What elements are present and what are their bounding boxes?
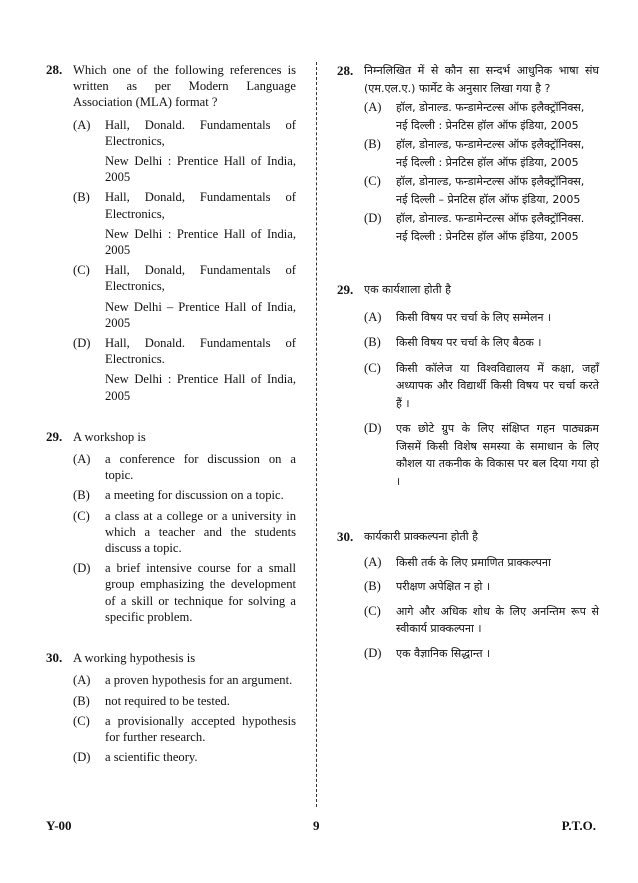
question-29-en — [46, 429, 296, 445]
option-label: (B) — [73, 693, 90, 708]
option-label: (C) — [73, 508, 90, 523]
option-text: a conference for discussion on a topic. — [105, 452, 296, 483]
option-a — [73, 451, 296, 483]
option-text: Hall, Donald, Fundamentals of Electronics, — [105, 190, 296, 221]
page-number: 9 — [313, 818, 320, 833]
pto-label: P.T.O. — [561, 818, 596, 833]
option-a — [364, 99, 599, 134]
option-label: (C) — [73, 263, 90, 278]
question-text: निम्नलिखित में से कौन सा सन्दर्भ आधुनिक भाषा संघ (एम.एल.ए.) फार्मेट के अनुसार लिखा गया है ? — [364, 64, 599, 95]
option-label: (A) — [364, 100, 382, 114]
question-number: 29. — [46, 428, 63, 444]
option-text: not required to be tested. — [105, 693, 230, 708]
option-text: एक वैज्ञानिक सिद्धान्त । — [396, 646, 491, 660]
option-label: (C) — [364, 360, 381, 375]
option-b — [364, 136, 599, 171]
option-text: किसी तर्क के लिए प्रमाणित प्राक्कल्पना — [396, 555, 551, 569]
question-number: 30. — [46, 650, 63, 666]
question-text: Which one of the following references is written as per Modern Language Association (MLA) format ? — [73, 63, 296, 110]
option-label: (C) — [364, 603, 381, 618]
option-c — [364, 603, 599, 638]
option-text: किसी विषय पर चर्चा के लिए सम्मेलन । — [396, 310, 552, 324]
question-29-hi — [337, 281, 599, 299]
option-b — [364, 334, 599, 352]
option-text-cont: नई दिल्ली : प्रेनटिस हॉल ऑफ इंडिया, 2005 — [396, 118, 579, 132]
option-c — [364, 360, 599, 413]
question-number: 29. — [337, 282, 354, 297]
option-label: (C) — [73, 713, 90, 728]
option-text: Hall, Donald, Fundamentals of Electronics, — [105, 263, 296, 294]
option-label: (B) — [364, 579, 381, 593]
option-label: (D) — [364, 645, 382, 660]
option-d — [364, 420, 599, 490]
option-text: हॉल, डोनाल्ड. फन्डामेन्टल्स ऑफ इलैक्ट्रॉनिक्स. — [396, 212, 585, 225]
option-label: (A) — [73, 452, 91, 467]
english-column — [46, 62, 296, 765]
question-number: 28. — [337, 63, 354, 78]
option-label: (A) — [364, 309, 382, 324]
hindi-column — [337, 62, 599, 662]
option-text-cont: New Delhi : Prentice Hall of India, 2005 — [105, 226, 296, 258]
option-a — [73, 117, 296, 186]
option-text-cont: नई दिल्ली – प्रेनटिस हॉल ऑफ इंडिया, 2005 — [396, 192, 581, 206]
option-label: (A) — [73, 117, 91, 132]
option-text-cont: New Delhi – Prentice Hall of India, 2005 — [105, 299, 296, 330]
option-b — [364, 578, 599, 596]
option-a — [364, 554, 599, 572]
option-label: (B) — [364, 335, 381, 349]
option-text: हॉल, डोनाल्ड. फन्डामेन्टल्स ऑफ इलैक्ट्रॉनिक्स, — [396, 101, 585, 114]
option-text: हॉल, डोनाल्ड, फन्डामेन्टल्स ऑफ इलैक्ट्रॉनिक्स, — [396, 175, 585, 188]
option-b — [73, 189, 296, 258]
option-text: एक छोटे ग्रुप के लिए संक्षिप्त गहन पाठ्यक्रम जिसमें किसी विशेष समस्या के समाधान के लिए कौशल या तकनीक के विकास पर बल दिया गया हो । — [396, 422, 599, 488]
option-label: (D) — [364, 421, 382, 435]
option-a — [364, 309, 599, 327]
option-text: a provisionally accepted hypothesis for further research. — [105, 713, 296, 744]
option-text: Hall, Donald. Fundamentals of Electronics. — [105, 336, 296, 367]
option-label: (B) — [73, 190, 90, 205]
question-28-hi — [337, 62, 599, 97]
option-text-cont: नई दिल्ली : प्रेनटिस हॉल ऑफ इंडिया, 2005 — [396, 155, 579, 169]
option-text-cont: New Delhi : Prentice Hall of India, 2005 — [105, 372, 296, 403]
option-b — [73, 693, 296, 709]
option-c — [364, 173, 599, 208]
option-c — [73, 508, 296, 557]
option-d — [73, 335, 296, 404]
option-text-cont: नई दिल्ली : प्रेनटिस हॉल ऑफ इंडिया, 2005 — [396, 229, 579, 243]
option-label: (A) — [73, 673, 91, 688]
question-number: 30. — [337, 529, 354, 544]
question-28-en — [46, 62, 296, 111]
option-text: a class at a college or a university in which a teacher and the students discuss a topic. — [105, 508, 296, 556]
option-d — [73, 749, 296, 765]
option-text: किसी विषय पर चर्चा के लिए बैठक । — [396, 336, 542, 349]
question-number: 28. — [46, 62, 63, 77]
column-divider — [316, 62, 317, 807]
option-label: (D) — [73, 561, 91, 576]
option-text: आगे और अधिक शोध के लिए अनन्तिम रूप से स्वीकार्य प्राक्कल्पना । — [396, 604, 599, 635]
option-label: (A) — [364, 554, 382, 569]
option-text: Hall, Donald. Fundamentals of Electronics, — [105, 117, 296, 148]
option-label: (B) — [364, 137, 381, 151]
option-text: a scientific theory. — [105, 750, 198, 765]
option-c — [73, 713, 296, 745]
option-text: a meeting for discussion on a topic. — [105, 488, 284, 503]
option-text: हॉल, डोनाल्ड, फन्डामेन्टल्स ऑफ इलैक्ट्रॉनिक्स, — [396, 138, 585, 151]
paper-code: Y-00 — [46, 818, 72, 833]
option-d — [364, 645, 599, 663]
option-text-cont: New Delhi : Prentice Hall of India, 2005 — [105, 154, 296, 185]
question-text: A workshop is — [73, 429, 146, 444]
option-b — [73, 487, 296, 503]
option-d — [73, 560, 296, 625]
option-c — [73, 262, 296, 331]
question-text: एक कार्यशाला होती है — [364, 283, 451, 296]
option-a — [73, 672, 296, 688]
question-30-hi — [337, 528, 599, 546]
option-d — [364, 210, 599, 245]
question-text: A working hypothesis is — [73, 651, 196, 666]
option-label: (B) — [73, 488, 90, 503]
option-text: a brief intensive course for a small group emphasizing the development of a skill or technique for solving a specific problem. — [105, 561, 296, 624]
option-label: (D) — [73, 336, 91, 351]
option-text: a proven hypothesis for an argument. — [105, 673, 293, 688]
question-text: कार्यकारी प्राक्कल्पना होती है — [364, 530, 478, 543]
option-label: (D) — [73, 750, 91, 765]
option-label: (C) — [364, 174, 381, 188]
option-label: (D) — [364, 211, 382, 225]
option-text: परीक्षण अपेक्षित न हो । — [396, 580, 491, 593]
question-30-en — [46, 650, 296, 666]
option-text: किसी कॉलेज या विश्वविद्यालय में कक्षा, जहाँ अध्यापक और विद्यार्थी किसी विषय पर चर्चा करते हैं । — [396, 361, 599, 410]
